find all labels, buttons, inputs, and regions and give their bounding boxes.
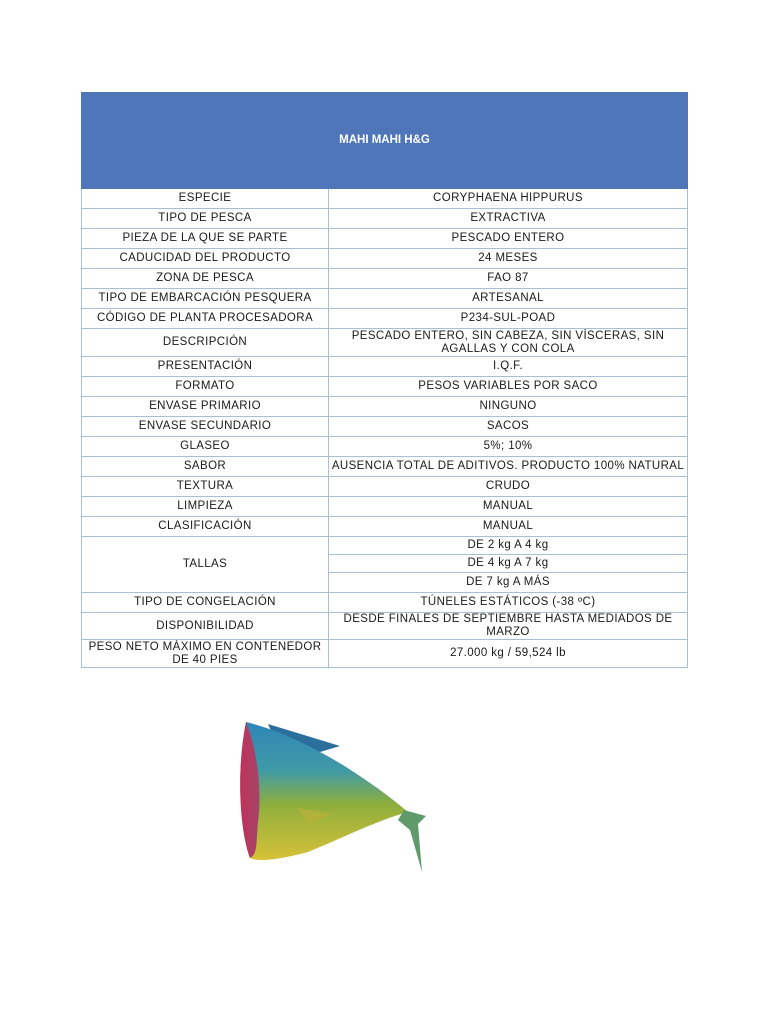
row-label: TIPO DE CONGELACIÓN	[82, 593, 329, 613]
table-row	[82, 329, 688, 357]
table-row	[82, 377, 688, 397]
table-row	[82, 457, 688, 477]
row-value: ARTESANAL	[329, 289, 688, 309]
spec-sheet	[81, 92, 687, 668]
row-label: PRESENTACIÓN	[82, 357, 329, 377]
row-label: CÓDIGO DE PLANTA PROCESADORA	[82, 309, 329, 329]
table-row	[82, 209, 688, 229]
row-value: CORYPHAENA HIPPURUS	[329, 189, 688, 209]
row-value: EXTRACTIVA	[329, 209, 688, 229]
row-label: FORMATO	[82, 377, 329, 397]
product-spec-table	[81, 92, 688, 668]
row-value: PESOS VARIABLES POR SACO	[329, 377, 688, 397]
table-row	[82, 269, 688, 289]
table-row	[82, 357, 688, 377]
row-label: CADUCIDAD DEL PRODUCTO	[82, 249, 329, 269]
row-value: CRUDO	[329, 477, 688, 497]
row-label: TEXTURA	[82, 477, 329, 497]
table-row	[82, 477, 688, 497]
talla-value: DE 7 kg A MÁS	[329, 573, 688, 593]
row-value: 27.000 kg / 59,524 lb	[329, 640, 688, 668]
row-label: ENVASE PRIMARIO	[82, 397, 329, 417]
table-row	[82, 593, 688, 613]
row-value: 5%; 10%	[329, 437, 688, 457]
row-label: ZONA DE PESCA	[82, 269, 329, 289]
row-value: TÚNELES ESTÁTICOS (-38 ºC)	[329, 593, 688, 613]
row-label: PESO NETO MÁXIMO EN CONTENEDOR DE 40 PIES	[82, 640, 329, 668]
table-row	[82, 249, 688, 269]
table-row	[82, 397, 688, 417]
row-value: NINGUNO	[329, 397, 688, 417]
table-row	[82, 229, 688, 249]
table-body	[82, 189, 688, 668]
row-label: ENVASE SECUNDARIO	[82, 417, 329, 437]
table-row	[82, 189, 688, 209]
table-row	[82, 497, 688, 517]
table-row-tallas	[82, 537, 688, 555]
table-row	[82, 309, 688, 329]
row-value: I.Q.F.	[329, 357, 688, 377]
row-value: DESDE FINALES DE SEPTIEMBRE HASTA MEDIADOS DE MARZO	[329, 613, 688, 640]
row-value: AUSENCIA TOTAL DE ADITIVOS. PRODUCTO 100% NATURAL	[329, 457, 688, 477]
row-label: PIEZA DE LA QUE SE PARTE	[82, 229, 329, 249]
row-value: PESCADO ENTERO	[329, 229, 688, 249]
table-row	[82, 289, 688, 309]
row-value: FAO 87	[329, 269, 688, 289]
row-value: MANUAL	[329, 517, 688, 537]
row-label: CLASIFICACIÓN	[82, 517, 329, 537]
table-title: MAHI MAHI H&G	[82, 93, 688, 189]
table-row	[82, 613, 688, 640]
row-value: SACOS	[329, 417, 688, 437]
fish-tail	[398, 810, 426, 872]
table-row	[82, 640, 688, 668]
row-label: ESPECIE	[82, 189, 329, 209]
row-label: GLASEO	[82, 437, 329, 457]
table-row	[82, 517, 688, 537]
row-value: 24 MESES	[329, 249, 688, 269]
row-label: TIPO DE EMBARCACIÓN PESQUERA	[82, 289, 329, 309]
table-row	[82, 437, 688, 457]
row-label: DISPONIBILIDAD	[82, 613, 329, 640]
row-value: MANUAL	[329, 497, 688, 517]
row-value: PESCADO ENTERO, SIN CABEZA, SIN VÍSCERAS, SIN AGALLAS Y CON COLA	[329, 329, 688, 357]
tallas-label: TALLAS	[82, 537, 329, 593]
talla-value: DE 4 kg A 7 kg	[329, 555, 688, 573]
table-row	[82, 417, 688, 437]
row-label: DESCRIPCIÓN	[82, 329, 329, 357]
row-label: TIPO DE PESCA	[82, 209, 329, 229]
row-label: LIMPIEZA	[82, 497, 329, 517]
row-value: P234-SUL-POAD	[329, 309, 688, 329]
mahi-mahi-fish-image	[228, 712, 438, 882]
row-label: SABOR	[82, 457, 329, 477]
talla-value: DE 2 kg A 4 kg	[329, 537, 688, 555]
